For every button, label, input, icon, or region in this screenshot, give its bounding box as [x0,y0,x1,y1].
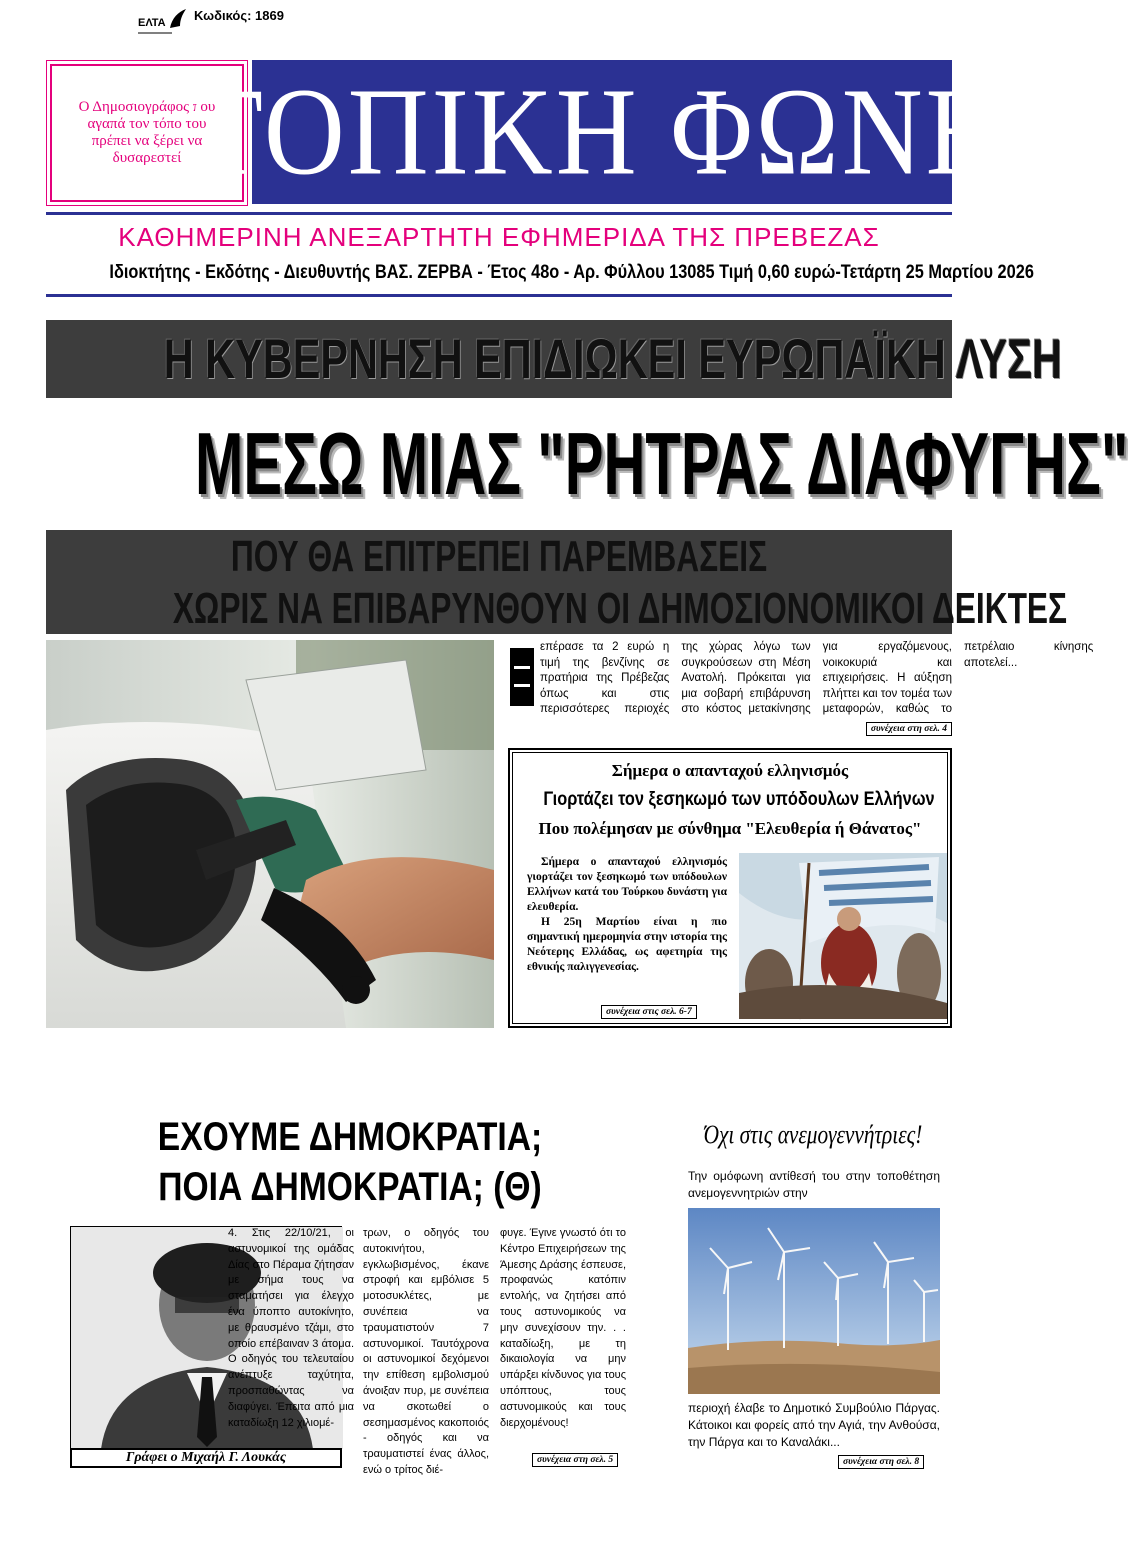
continued-link[interactable]: συνέχεια στη σελ. 8 [838,1455,924,1469]
democracy-column-2: τρων, ο οδηγός του αυτοκινήτου, εγκλωβισμένος, έκανε στροφή και εμβόλισε 5 μοτοσυκλέτες, με συνέπεια να τραυματιστούν 7 αστυνομικοί. Ταυτόχρονα οι αστυνομικοί δεχόμενοι την επίθεση εμβολισμού άνοιξαν πυρ, με συνέπεια να σκοτωθεί ο σεσημασμένος κακοποιός - οδηγός και να τραυματιστεί ένας άλλος, ενώ ο τρίτος διέ- [363,1227,489,1476]
independence-day-box [508,748,952,1028]
wind-lead: Την ομόφωνη αντίθεσή του στην τοποθέτηση ανεμογεννητριών στην [688,1169,940,1200]
masthead [194,60,1010,204]
continued-link[interactable]: συνέχεια στη σελ. 5 [532,1453,618,1467]
continued-link[interactable]: συνέχεια στις σελ. 6-7 [601,1005,697,1019]
drop-cap [510,648,534,706]
independence-text [527,855,727,975]
newspaper-title: ΤΟΠΙΚΗ ΦΩΝΗ [194,62,1010,202]
fuel-article-text: επέρασε τα 2 ευρώ η τιμή της βενζίνης σε πρατήρια της Πρέβεζας όπως και στις περισσότερες περιοχές της χώρας λόγω των συγκρούσεων στη Μέση Ανατολή. Πρόκειται για μια σοβαρή επιβάρυνση στο κόστος μετακίνησης για εργαζόμενους, νοικοκυριά και επιχειρήσεις. Η αύξηση πλήττει και τον τομέα των μεταφορών, καθώς το πετρέλαιο κίνησης αποτελεί... [540,641,1094,715]
headline-line-4: ΧΩΡΙΣ ΝΑ ΕΠΙΒΑΡΥΝΘΟΥΝ ΟΙ ΔΗΜΟΣΙΟΝΟΜΙΚΟΙ ΔΕΙΚΤΕΣ [172,584,1068,633]
democracy-title [106,1112,593,1212]
wind-title: Όχι στις ανεμογεννήτριες! [703,1120,923,1149]
headline-line-3: ΠΟΥ ΘΑ ΕΠΙΤΡΕΠΕΙ ΠΑΡΕΜΒΑΣΕΙΣ [230,532,768,581]
wind-turbines-photo [688,1208,940,1394]
democracy-column-3: φυγε. Έγινε γνωστό ότι το Κέντρο Επιχειρήσεων της Άμεσης Δράσης έσπευσε, προφανώς κατόπιν εντολής, να ζητήσει από τους αστυνομικούς να μην συνεχίσουν την. . . καταδίωξη, με τη δικαιολογία να μην υπάρξει κίνδυνος για τους υπόπτους, τους αστυνομικούς και τους διερχομένους! [500,1227,626,1429]
headline-subhead [46,530,1068,634]
masthead-rule-bottom [46,294,952,297]
independence-subtitle: Που πολέμησαν με σύνθημα "Ελευθερία ή Θάνατος" [538,819,922,838]
author-byline: Γράφει ο Μιχαήλ Γ. Λουκάς [70,1448,342,1468]
elta-logo [136,6,188,38]
elta-logo-text: ΕΛΤΑ [138,17,166,29]
fuel-article [510,640,1094,738]
independence-title: Γιορτάζει τον ξεσηκωμό των υπόδουλων Ελλήνων [543,789,935,810]
democracy-title-line-2: ΠΟΙΑ ΔΗΜΟΚΡΑΤΙΑ; (Θ) [158,1165,542,1209]
revolution-painting [739,853,947,1019]
independence-paragraph-1: Σήμερα ο απανταχού ελληνισμός γιορτάζει τον ξεσηκωμό των υπόδουλων Ελλήνων κατά του Τούρκου δυνάστη για ελευθερία. [527,856,727,913]
headline-line-1: Η ΚΥΒΕΡΝΗΣΗ ΕΠΙΔΙΩΚΕΙ ΕΥΡΩΠΑΪΚΗ ΛΥΣΗ [163,327,1063,390]
publication-info: Ιδιοκτήτης - Εκδότης - Διευθυντής ΒΑΣ. ΖΕΡΒΑ - Έτος 48ο - Αρ. Φύλλου 13085 Τιμή 0,60 ευρώ-Τετάρτη 25 Μαρτίου 2026 [109,262,1034,283]
postal-code: Κωδικός: 1869 [194,8,284,23]
hermes-wing-icon [170,9,186,28]
wind-text: περιοχή έλαβε το Δημοτικό Συμβούλιο Πάργας. Κάτοικοι και φορείς από την Αγιά, την Ανθούσα, την Πάργα και το Καναλάκι... [688,1401,940,1449]
headline-kicker [46,320,1063,398]
newspaper-tagline: ΚΑΘΗΜΕΡΙΝΗ ΑΝΕΞΑΡΤΗΤΗ ΕΦΗΜΕΡΙΔΑ ΤΗΣ ΠΡΕΒΕΖΑΣ [118,222,880,252]
headline-line-2: ΜΕΣΩ ΜΙΑΣ "ΡΗΤΡΑΣ ΔΙΑΦΥΓΗΣ" [195,414,1128,513]
masthead-rule-top [46,212,952,215]
headline-main [40,400,1128,528]
democracy-article [228,1226,640,1476]
democracy-title-line-1: ΕΧΟΥΜΕ ΔΗΜΟΚΡΑΤΙΑ; [157,1115,543,1159]
independence-paragraph-2: Η 25η Μαρτίου είναι η πιο σημαντική ημερομηνία στην ιστορία της Νεότερης Ελλάδας, ως αφετηρία της εθνικής παλιγγενεσίας. [527,916,727,973]
continued-link[interactable]: συνέχεια στη σελ. 4 [866,722,952,736]
independence-kicker: Σήμερα ο απανταχού ελληνισμός [611,761,849,780]
democracy-column-1: 4. Στις 22/10/21, οι αστυνομικοί της ομάδας Δίας στο Πέραμα ζήτησαν με σήμα τους να σταματήσει για έλεγχο ένα ύποπτο αυτοκίνητο, με θραυσμένο τζάμι, στο οποίο επέβαιναν 3 άτομα. Ο οδηγός του τελευταίου ανέπτυξε ταχύτητα, προσπαθώντας να διαφύγει. Έπειτα από μια καταδίωξη 12 χιλιομέ- [228,1227,354,1429]
fuel-pump-photo [46,640,494,1028]
motto-text: Ο Δημοσιογράφος που αγαπά τον τόπο του πρέπει να ξέρει να δυσαρεστεί [50,64,244,202]
